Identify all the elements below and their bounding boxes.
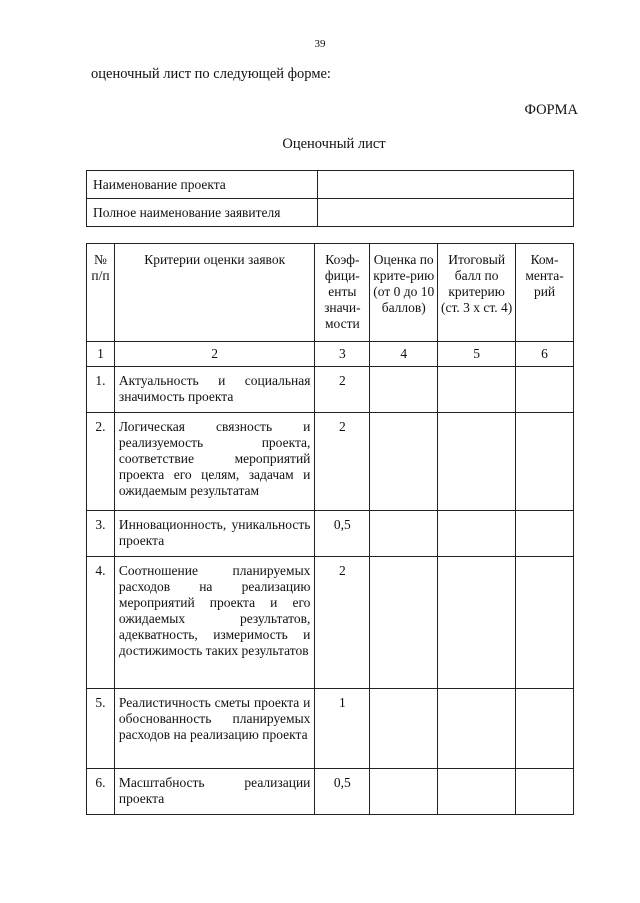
info-row-project-name xyxy=(87,171,574,199)
table-row xyxy=(87,557,574,689)
row-number: 5. xyxy=(87,689,115,769)
row-number: 2. xyxy=(87,413,115,511)
column-index-row xyxy=(87,342,574,367)
info-label: Наименование проекта xyxy=(87,171,318,199)
info-label: Полное наименование заявителя xyxy=(87,199,318,227)
table-row xyxy=(87,367,574,413)
comment-cell xyxy=(516,511,574,557)
table-row xyxy=(87,769,574,815)
info-row-applicant-name xyxy=(87,199,574,227)
header-score: Оценка по крите-рию (от 0 до 10 баллов) xyxy=(370,244,438,342)
total-cell xyxy=(438,689,516,769)
criterion-text: Масштабность реализации проекта xyxy=(114,769,314,815)
criterion-text: Реалистичность сметы проекта и обоснованность планируемых расходов на реализацию проекта xyxy=(114,689,314,769)
table-row xyxy=(87,511,574,557)
intro-text: оценочный лист по следующей форме: xyxy=(91,66,331,82)
column-index: 1 xyxy=(87,342,115,367)
coefficient: 1 xyxy=(315,689,370,769)
header-row xyxy=(87,244,574,342)
column-index: 6 xyxy=(516,342,574,367)
score-cell xyxy=(370,367,438,413)
comment-cell xyxy=(516,557,574,689)
header-num: № п/п xyxy=(87,244,115,342)
coefficient: 2 xyxy=(315,367,370,413)
criterion-text: Инновационность, уникальность проекта xyxy=(114,511,314,557)
project-info-table xyxy=(86,170,574,227)
row-number: 1. xyxy=(87,367,115,413)
page-number: 39 xyxy=(314,38,326,50)
total-cell xyxy=(438,769,516,815)
coefficient: 2 xyxy=(315,557,370,689)
total-cell xyxy=(438,413,516,511)
header-criterion: Критерии оценки заявок xyxy=(114,244,314,342)
table-row xyxy=(87,413,574,511)
score-cell xyxy=(370,557,438,689)
criterion-text: Соотношение планируемых расходов на реализацию мероприятий проекта и его ожидаемых результатов, адекватность, измеримость и достижимость таких результатов xyxy=(114,557,314,689)
info-value xyxy=(318,171,574,199)
header-comment: Ком-мента-рий xyxy=(516,244,574,342)
score-cell xyxy=(370,769,438,815)
score-cell xyxy=(370,689,438,769)
coefficient: 0,5 xyxy=(315,511,370,557)
score-cell xyxy=(370,413,438,511)
sheet-title: Оценочный лист xyxy=(282,136,386,152)
info-value xyxy=(318,199,574,227)
comment-cell xyxy=(516,689,574,769)
score-cell xyxy=(370,511,438,557)
row-number: 6. xyxy=(87,769,115,815)
comment-cell xyxy=(516,769,574,815)
criterion-text: Логическая связность и реализуемость проекта, соответствие мероприятий проекта его целям, задачам и ожидаемым результатам xyxy=(114,413,314,511)
table-row xyxy=(87,689,574,769)
coefficient: 0,5 xyxy=(315,769,370,815)
comment-cell xyxy=(516,413,574,511)
coefficient: 2 xyxy=(315,413,370,511)
criteria-table xyxy=(86,243,574,815)
total-cell xyxy=(438,367,516,413)
criterion-text: Актуальность и социальная значимость проекта xyxy=(114,367,314,413)
column-index: 3 xyxy=(315,342,370,367)
column-index: 4 xyxy=(370,342,438,367)
header-coef: Коэф-фици-енты значи-мости xyxy=(315,244,370,342)
header-total: Итоговый балл по критерию (ст. 3 х ст. 4) xyxy=(438,244,516,342)
column-index: 2 xyxy=(114,342,314,367)
total-cell xyxy=(438,511,516,557)
total-cell xyxy=(438,557,516,689)
form-label: ФОРМА xyxy=(524,102,578,118)
row-number: 4. xyxy=(87,557,115,689)
column-index: 5 xyxy=(438,342,516,367)
comment-cell xyxy=(516,367,574,413)
row-number: 3. xyxy=(87,511,115,557)
